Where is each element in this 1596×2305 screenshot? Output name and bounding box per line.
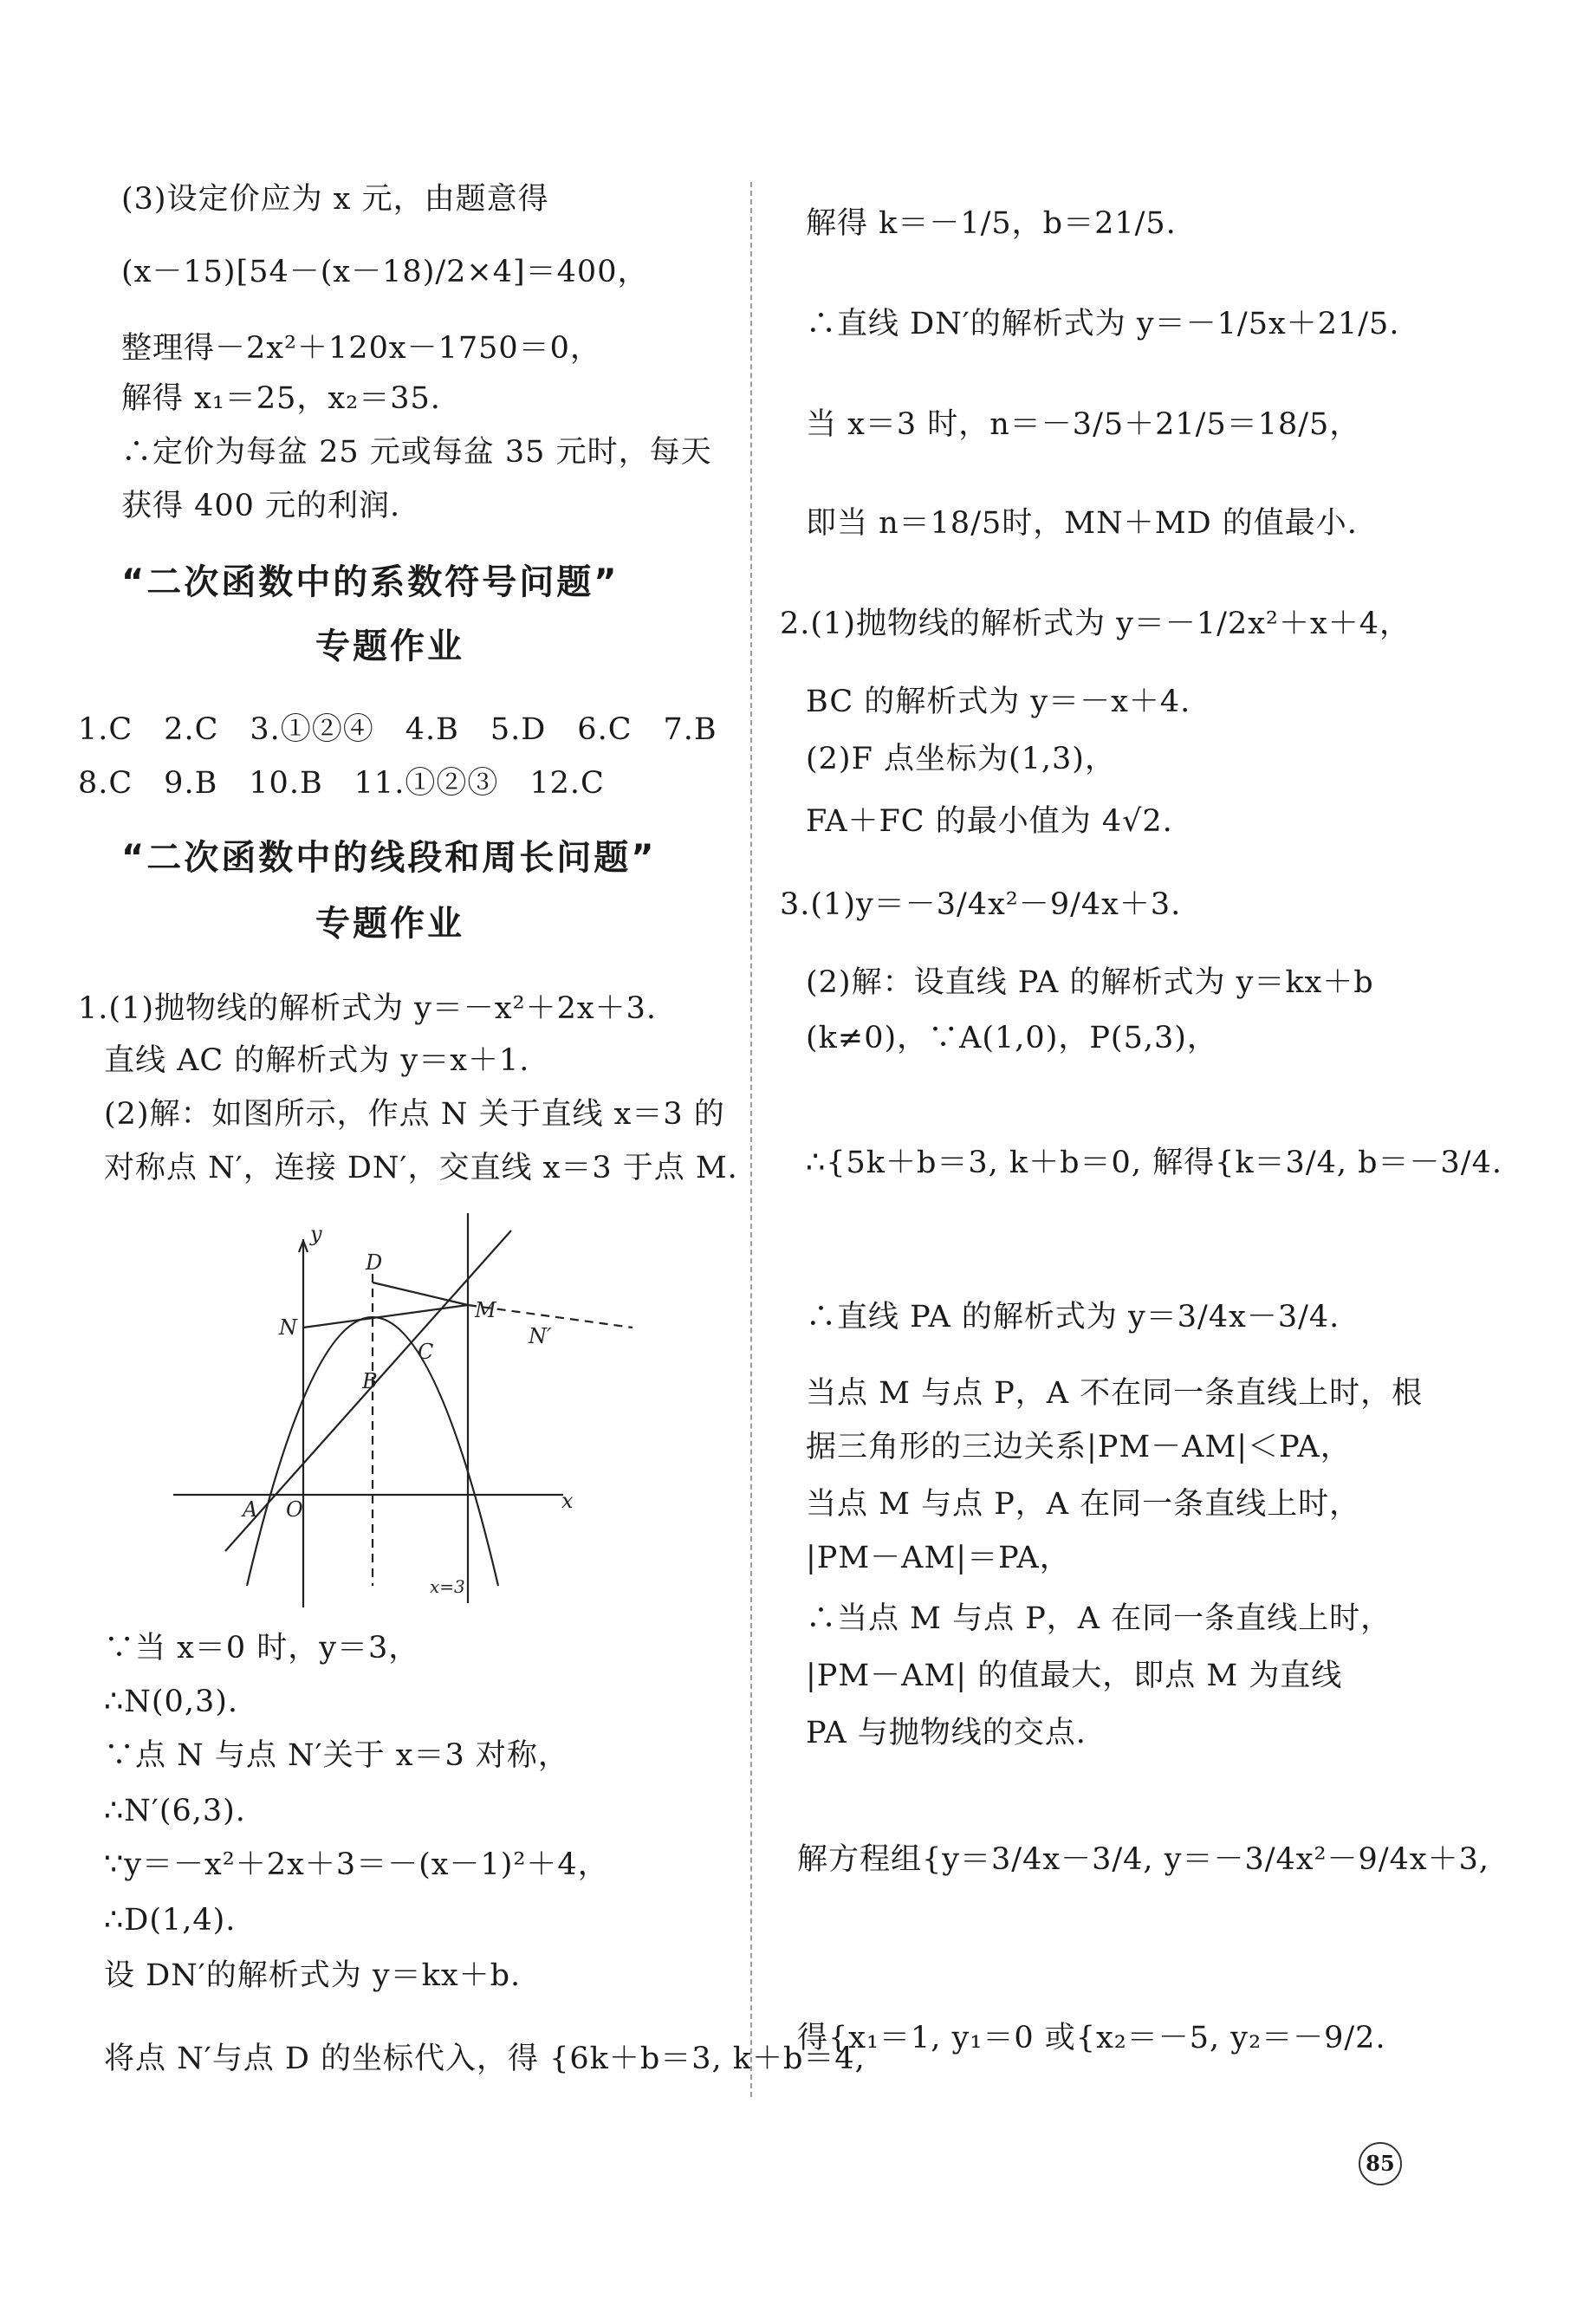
r-line12: ∴{5k＋b＝3, k＋b＝0, 解得{k＝3/4, b＝－3/4. <box>806 1146 1502 1180</box>
label-y: y <box>310 1222 322 1246</box>
r-line18: ∴当点 M 与点 P，A 在同一条直线上时， <box>806 1601 1392 1636</box>
r-line2: ∴直线 DN′的解析式为 y＝－1/5x＋21/5. <box>806 307 1400 341</box>
part3-line4: 解得 x₁＝25，x₂＝35. <box>121 381 441 416</box>
r-line16: 当点 M 与点 P，A 在同一条直线上时， <box>806 1487 1361 1522</box>
section-heading-segment: “二次函数中的线段和周长问题” <box>121 838 657 878</box>
label-o: O <box>286 1497 303 1522</box>
r-line6: BC 的解析式为 y＝－x＋4. <box>806 685 1191 719</box>
q1-line12: 将点 N′与点 D 的坐标代入，得 {6k＋b＝3, k＋b＝4, <box>104 2042 866 2076</box>
r-line10: (2)解：设直线 PA 的解析式为 y＝kx＋b <box>806 965 1374 1000</box>
column-divider <box>750 182 752 2097</box>
answers-row2: 8.C 9.B 10.B 11.①②③ 12.C <box>78 766 605 801</box>
label-n: N <box>279 1315 297 1340</box>
label-x: x <box>561 1489 574 1513</box>
q1-line1: 1.(1)抛物线的解析式为 y＝－x²＋2x＋3. <box>78 991 658 1026</box>
answers-row1: 1.C 2.C 3.①②④ 4.B 5.D 6.C 7.B <box>78 712 717 747</box>
r-line3: 当 x＝3 时，n＝－3/5＋21/5＝18/5， <box>806 407 1361 442</box>
label-m: M <box>475 1298 496 1322</box>
r-line15: 据三角形的三边关系|PM－AM|＜PA， <box>806 1430 1352 1464</box>
part3-equation: (x－15)[54－(x－18)/2×4]＝400， <box>121 255 649 289</box>
label-a: A <box>243 1497 258 1522</box>
label-b: B <box>362 1369 378 1393</box>
part3-line5: ∴定价为每盆 25 元或每盆 35 元时，每天 <box>121 435 712 470</box>
part3-line6: 获得 400 元的利润. <box>121 489 401 523</box>
label-n-prime: N′ <box>529 1324 552 1348</box>
r-line19: |PM－AM| 的值最大，即点 M 为直线 <box>806 1659 1343 1693</box>
r-line5: 2.(1)抛物线的解析式为 y＝－1/2x²＋x＋4， <box>780 607 1411 641</box>
q1-line9: ∵y＝－x²＋2x＋3＝－(x－1)²＋4， <box>104 1847 609 1882</box>
r-line20: PA 与抛物线的交点. <box>806 1716 1087 1750</box>
r-line13: ∴直线 PA 的解析式为 y＝3/4x－3/4. <box>806 1300 1340 1334</box>
section-heading-coefficient: “二次函数中的系数符号问题” <box>121 562 620 602</box>
q1-line2: 直线 AC 的解析式为 y＝x＋1. <box>104 1043 530 1078</box>
q1-line8: ∴N′(6,3). <box>104 1794 246 1828</box>
r-line11: (k≠0)，∵A(1,0)，P(5,3)， <box>806 1021 1218 1055</box>
q1-line3: (2)解：如图所示，作点 N 关于直线 x＝3 的 <box>104 1097 725 1132</box>
q1-line6: ∴N(0,3). <box>104 1685 238 1719</box>
page-number: 85 <box>1359 2142 1402 2185</box>
r-line22: 得{x₁＝1, y₁＝0 或{x₂＝－5, y₂＝－9/2. <box>797 2021 1386 2055</box>
r-line7: (2)F 点坐标为(1,3)， <box>806 742 1116 776</box>
r-line1: 解得 k＝－1/5，b＝21/5. <box>806 206 1177 241</box>
q1-line10: ∴D(1,4). <box>104 1903 237 1938</box>
section-subheading-segment: 专题作业 <box>315 904 464 944</box>
label-x-equals-3: x=3 <box>430 1576 465 1597</box>
r-line21: 解方程组{y＝3/4x－3/4, y＝－3/4x²－9/4x＋3, <box>797 1842 1490 1877</box>
q1-line7: ∵点 N 与点 N′关于 x＝3 对称， <box>104 1738 569 1773</box>
r-line17: |PM－AM|＝PA， <box>806 1541 1071 1575</box>
q1-line11: 设 DN′的解析式为 y＝kx＋b. <box>104 1958 522 1993</box>
q1-line4: 对称点 N′，连接 DN′，交直线 x＝3 于点 M. <box>104 1151 738 1185</box>
r-line14: 当点 M 与点 P，A 不在同一条直线上时，根 <box>806 1376 1424 1411</box>
part3-line1: (3)设定价应为 x 元，由题意得 <box>121 182 549 217</box>
q1-line5: ∵当 x＝0 时，y＝3， <box>104 1631 420 1665</box>
parabola-figure <box>165 1204 572 1612</box>
section-subheading-coefficient: 专题作业 <box>315 627 464 666</box>
r-line4: 即当 n＝18/5时，MN＋MD 的值最小. <box>806 506 1358 541</box>
r-line9: 3.(1)y＝－3/4x²－9/4x＋3. <box>780 887 1182 922</box>
part3-line3: 整理得－2x²＋120x－1750＝0， <box>121 331 601 366</box>
label-c: C <box>418 1340 434 1364</box>
segment-nm <box>303 1305 468 1328</box>
label-d: D <box>366 1250 383 1275</box>
r-line8: FA＋FC 的最小值为 4√2. <box>806 804 1173 839</box>
